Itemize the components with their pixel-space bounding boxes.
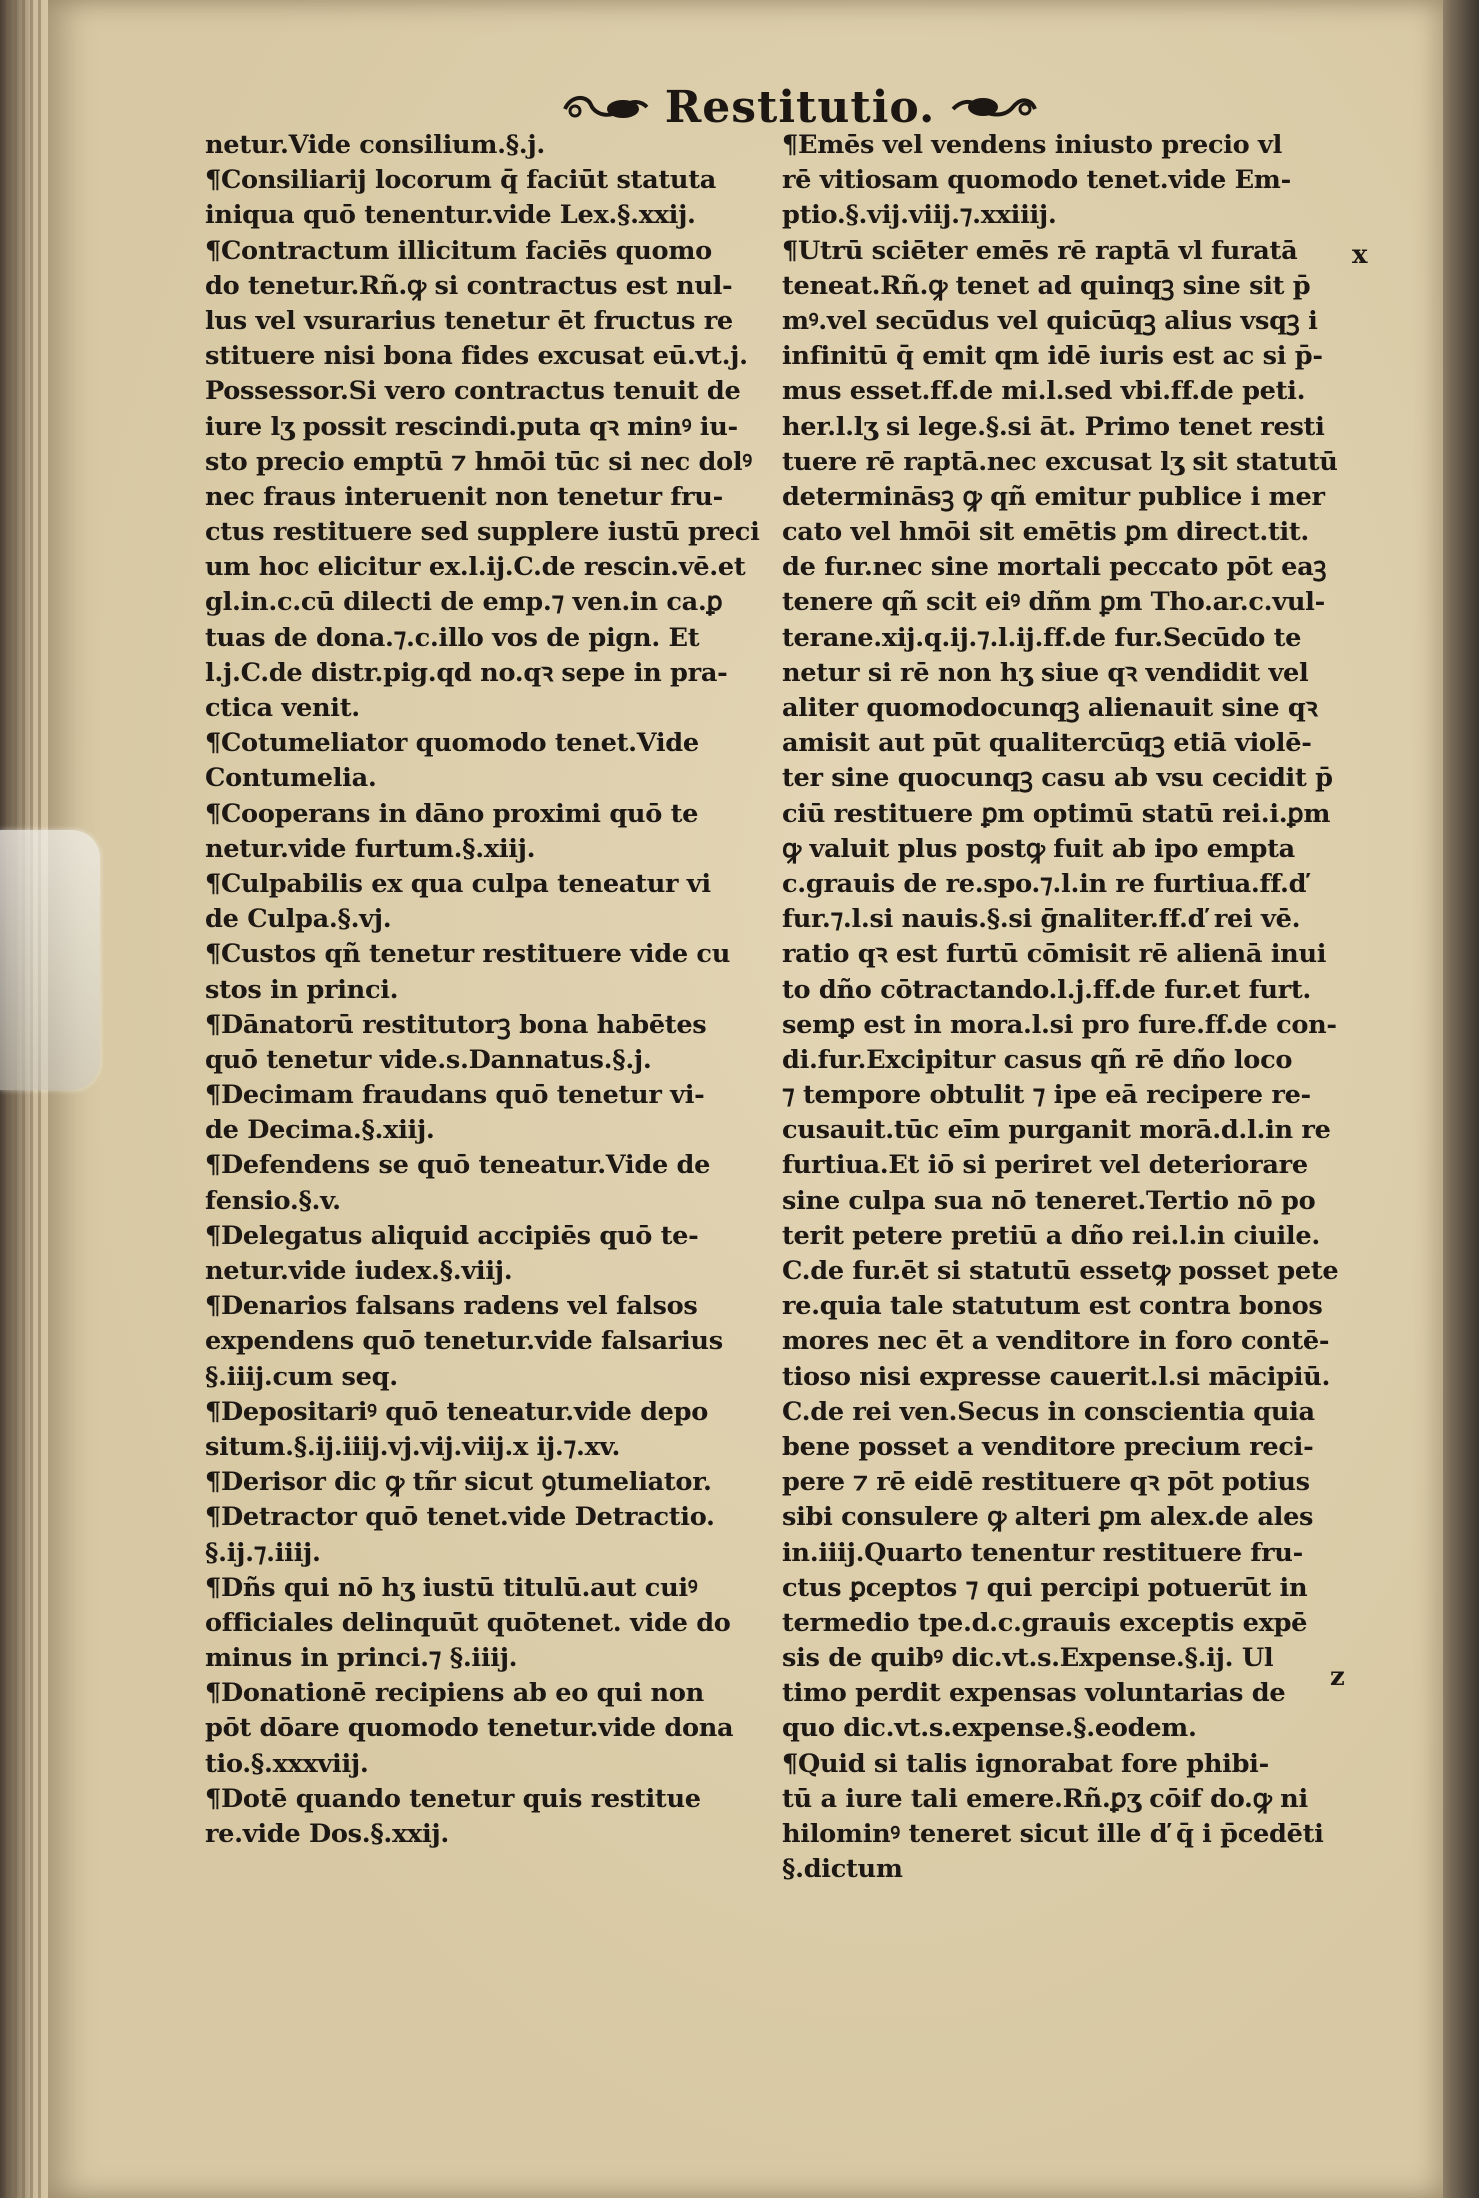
text-line: amisit aut pūt qualitercūqꝫ etiā violē- [782, 728, 1312, 759]
text-line: furtiua.Et iō si periret vel deteriorare [782, 1150, 1308, 1181]
text-line: C.de fur.ēt si statutū essetꝙ posset pete [782, 1256, 1339, 1286]
page-title: Restitutio. [664, 81, 936, 133]
text-line: ¶Cotumeliator quomodo tenet.Vide [205, 728, 699, 759]
text-line: ¶Dotē quando tenetur quis restitue [205, 1783, 701, 1814]
text-line: ¶Defendens se quō teneatur.Vide de [205, 1150, 711, 1181]
text-line: ¶Donationē recipiens ab eo qui non [205, 1678, 704, 1709]
text-line: um hoc elicitur ex.l.ij.C.de rescin.vē.et [205, 552, 746, 583]
text-line: quo dic.vt.s.expense.§.eodem. [782, 1713, 1197, 1744]
text-line: in.iiij.Quarto tenentur restituere fru- [782, 1537, 1303, 1568]
text-line: nec fraus interuenit non tenetur fru- [205, 481, 723, 512]
text-line: ¶Quid si talis ignorabat fore phibi- [782, 1748, 1269, 1779]
text-line: sis de quibꝰ dic.vt.s.Expense.§.ij. Ul [782, 1643, 1274, 1674]
text-line: stos in princi. [205, 974, 399, 1005]
text-line: terit petere pretiū a dño rei.l.in ciuile. [782, 1220, 1320, 1251]
text-line: situm.§.ij.iiij.vj.vij.viij.x ij.⁊.xv. [205, 1431, 621, 1462]
text-line: officiales delinquūt quōtenet. vide do [205, 1607, 731, 1638]
margin-mark: x [1352, 240, 1368, 270]
text-line: §.dictum [782, 1854, 903, 1885]
text-line: minus in princi.⁊ §.iiij. [205, 1643, 518, 1674]
text-line: ¶Emēs vel vendens iniusto precio vl [782, 130, 1283, 160]
text-line: netur.Vide consilium.§.j. [205, 130, 545, 160]
text-line: to dño cōtractando.l.j.ff.de fur.et furt. [782, 974, 1311, 1005]
text-line: tū a iure tali emere.Rñ.ꝑʒ cōif do.ꝙ ni [782, 1783, 1308, 1814]
text-line: Possessor.Si vero contractus tenuit de [205, 376, 741, 407]
text-line: c.grauis de re.spo.⁊.l.in re furtiua.ff.ď [782, 868, 1307, 899]
text-line: re.quia tale statutum est contra bonos [782, 1291, 1323, 1322]
text-line: §.iiij.cum seq. [205, 1361, 398, 1392]
text-line: infinitū q̄ emit qm idē iuris est ac si p̄- [782, 341, 1323, 372]
text-line: §.ij.⁊.iiij. [205, 1537, 321, 1568]
text-line: ꝙ valuit plus postꝙ fuit ab ipo empta [782, 833, 1295, 864]
page-edge [30, 0, 33, 2198]
text-line: timo perdit expensas voluntarias de [782, 1678, 1286, 1709]
text-line: ¶Depositariꝰ quō teneatur.vide depo [205, 1396, 709, 1427]
text-line: ¶Dñs qui nō hʒ iustū titulū.aut cuiꝰ [205, 1572, 698, 1603]
text-line: ¶Culpabilis ex qua culpa teneatur vi [205, 868, 711, 899]
text-line: ter sine quocunqꝫ casu ab vsu cecidit p̄ [782, 763, 1333, 794]
text-line: tenere qñ scit eiꝰ dñm ꝑm Tho.ar.c.vul- [782, 587, 1325, 618]
text-line: de Culpa.§.vj. [205, 904, 392, 935]
text-line: de fur.nec sine mortali peccato pōt eaꝫ [782, 552, 1327, 583]
text-line: teneat.Rñ.ꝙ tenet ad quinqꝫ sine sit p̄ [782, 270, 1311, 301]
text-line: ¶Consiliarij locorum q̄ faciūt statuta [205, 165, 716, 196]
text-line: tioso nisi expresse cauerit.l.si mācipiū. [782, 1361, 1331, 1392]
text-line: ¶Contractum illicitum faciēs quomo [205, 235, 712, 266]
text-line: mꝰ.vel secūdus vel quicūqꝫ alius vsqꝫ i [782, 305, 1318, 336]
text-line: netur.vide furtum.§.xiij. [205, 833, 536, 864]
text-line: expendens quō tenetur.vide falsarius [205, 1326, 723, 1357]
text-line: bene posset a venditore precium reci- [782, 1431, 1314, 1462]
text-line: her.l.lʒ si lege.§.si āt. Primo tenet resti [782, 411, 1325, 442]
text-line: mores nec ēt a venditore in foro contē- [782, 1326, 1330, 1357]
text-line: lus vel vsurarius tenetur ēt fructus re [205, 305, 733, 336]
text-line: netur si rē non hʒ siue qꝛ vendidit vel [782, 657, 1309, 688]
right-ornament-icon [949, 87, 1039, 127]
text-line: C.de rei ven.Secus in conscientia quia [782, 1396, 1315, 1427]
right-text-column [782, 128, 1357, 1887]
text-line: tio.§.xxxviij. [205, 1748, 369, 1779]
text-line: ¶Custos qñ tenetur restituere vide cu [205, 939, 731, 970]
text-line: ¶Derisor dic ꝙ tñr sicut ꝯtumeliator. [205, 1467, 712, 1498]
page-edge [14, 0, 17, 2198]
text-line: re.vide Dos.§.xxij. [205, 1819, 449, 1849]
text-line: ¶Decimam fraudans quō tenetur vi- [205, 1080, 705, 1111]
text-line: ctus restituere sed supplere iustū preci [205, 517, 760, 548]
page-edge [38, 0, 41, 2198]
text-line: ¶Delegatus aliquid accipiēs quō te- [205, 1220, 699, 1251]
text-line: iniqua quō tenentur.vide Lex.§.xxij. [205, 200, 696, 231]
text-line: ¶Utrū sciēter emēs rē raptā vl furatā [782, 235, 1298, 266]
text-line: aliter quomodocunqꝫ alienauit sine qꝛ [782, 693, 1318, 723]
text-line: ptio.§.vij.viij.⁊.xxiiij. [782, 200, 1057, 231]
text-line: sto precio emptū ⁊ hmōi tūc si nec dolꝰ [205, 446, 752, 477]
text-line: fur.⁊.l.si nauis.§.si ḡnaliter.ff.ď rei vē. [782, 904, 1301, 935]
text-line: do tenetur.Rñ.ꝙ si contractus est nul- [205, 270, 733, 301]
text-line: quō tenetur vide.s.Dannatus.§.j. [205, 1044, 652, 1075]
text-line: determināsꝫ ꝙ qñ emitur publice i mer [782, 481, 1325, 512]
text-line: tuere rē raptā.nec excusat lʒ sit statutū [782, 446, 1338, 477]
page-clip [0, 830, 100, 1090]
text-line: ¶Dānatorū restitutorꝫ bona habētes [205, 1009, 707, 1040]
text-line: di.fur.Excipitur casus qñ rē dño loco [782, 1044, 1293, 1075]
page-edge [22, 0, 25, 2198]
text-line: ¶Denarios falsans radens vel falsos [205, 1291, 698, 1322]
left-text-column [205, 128, 775, 1852]
left-ornament-icon [561, 87, 651, 127]
text-line: ¶Cooperans in dāno proximi quō te [205, 798, 699, 829]
text-line: semꝑ est in mora.l.si pro fure.ff.de con- [782, 1009, 1337, 1040]
text-line: ratio qꝛ est furtū cōmisit rē alienā inui [782, 939, 1327, 970]
text-line: terane.xij.q.ij.⁊.l.ij.ff.de fur.Secūdo te [782, 622, 1302, 653]
text-line: hilominꝰ teneret sicut ille ď q̄ i p̄cedēti [782, 1819, 1324, 1849]
text-line: mus esset.ff.de mi.l.sed vbi.ff.de peti. [782, 376, 1306, 407]
text-line: cusauit.tūc eīm purganit morā.d.l.in re [782, 1115, 1331, 1146]
text-line: ctus ꝑceptos ⁊ qui percipi potuerūt in [782, 1572, 1308, 1603]
text-line: Contumelia. [205, 763, 377, 794]
text-line: l.j.C.de distr.pig.qd no.qꝛ sepe in pra- [205, 657, 728, 688]
text-line: termedio tpe.d.c.grauis exceptis expē [782, 1607, 1308, 1638]
text-line: ⁊ tempore obtulit ⁊ ipe eā recipere re- [782, 1080, 1311, 1111]
text-line: rē vitiosam quomodo tenet.vide Em- [782, 165, 1291, 196]
text-line: gl.in.c.cū dilecti de emp.⁊ ven.in ca.ꝑ [205, 587, 723, 618]
margin-mark: z [1330, 1662, 1345, 1692]
text-line: stituere nisi bona fides excusat eū.vt.j. [205, 341, 748, 372]
text-line: pōt dōare quomodo tenetur.vide dona [205, 1713, 734, 1744]
text-line: netur.vide iudex.§.viij. [205, 1256, 513, 1286]
text-line: ¶Detractor quō tenet.vide Detractio. [205, 1502, 715, 1533]
text-line: sine culpa sua nō teneret.Tertio nō po [782, 1185, 1316, 1216]
text-line: iure lʒ possit rescindi.puta qꝛ minꝰ iu- [205, 411, 738, 442]
text-line: ciū restituere ꝑm optimū statū rei.i.ꝑm [782, 798, 1331, 829]
page-edge [6, 0, 9, 2198]
text-line: de Decima.§.xiij. [205, 1115, 435, 1146]
text-line: fensio.§.v. [205, 1185, 341, 1216]
text-line: pere ⁊ rē eidē restituere qꝛ pōt potius [782, 1467, 1310, 1498]
text-line: sibi consulere ꝙ alteri ꝑm alex.de ales [782, 1502, 1314, 1533]
text-line: tuas de dona.⁊.c.illo vos de pign. Et [205, 622, 700, 653]
text-line: cato vel hmōi sit emētis ꝑm direct.tit. [782, 517, 1310, 548]
text-line: ctica venit. [205, 693, 360, 723]
